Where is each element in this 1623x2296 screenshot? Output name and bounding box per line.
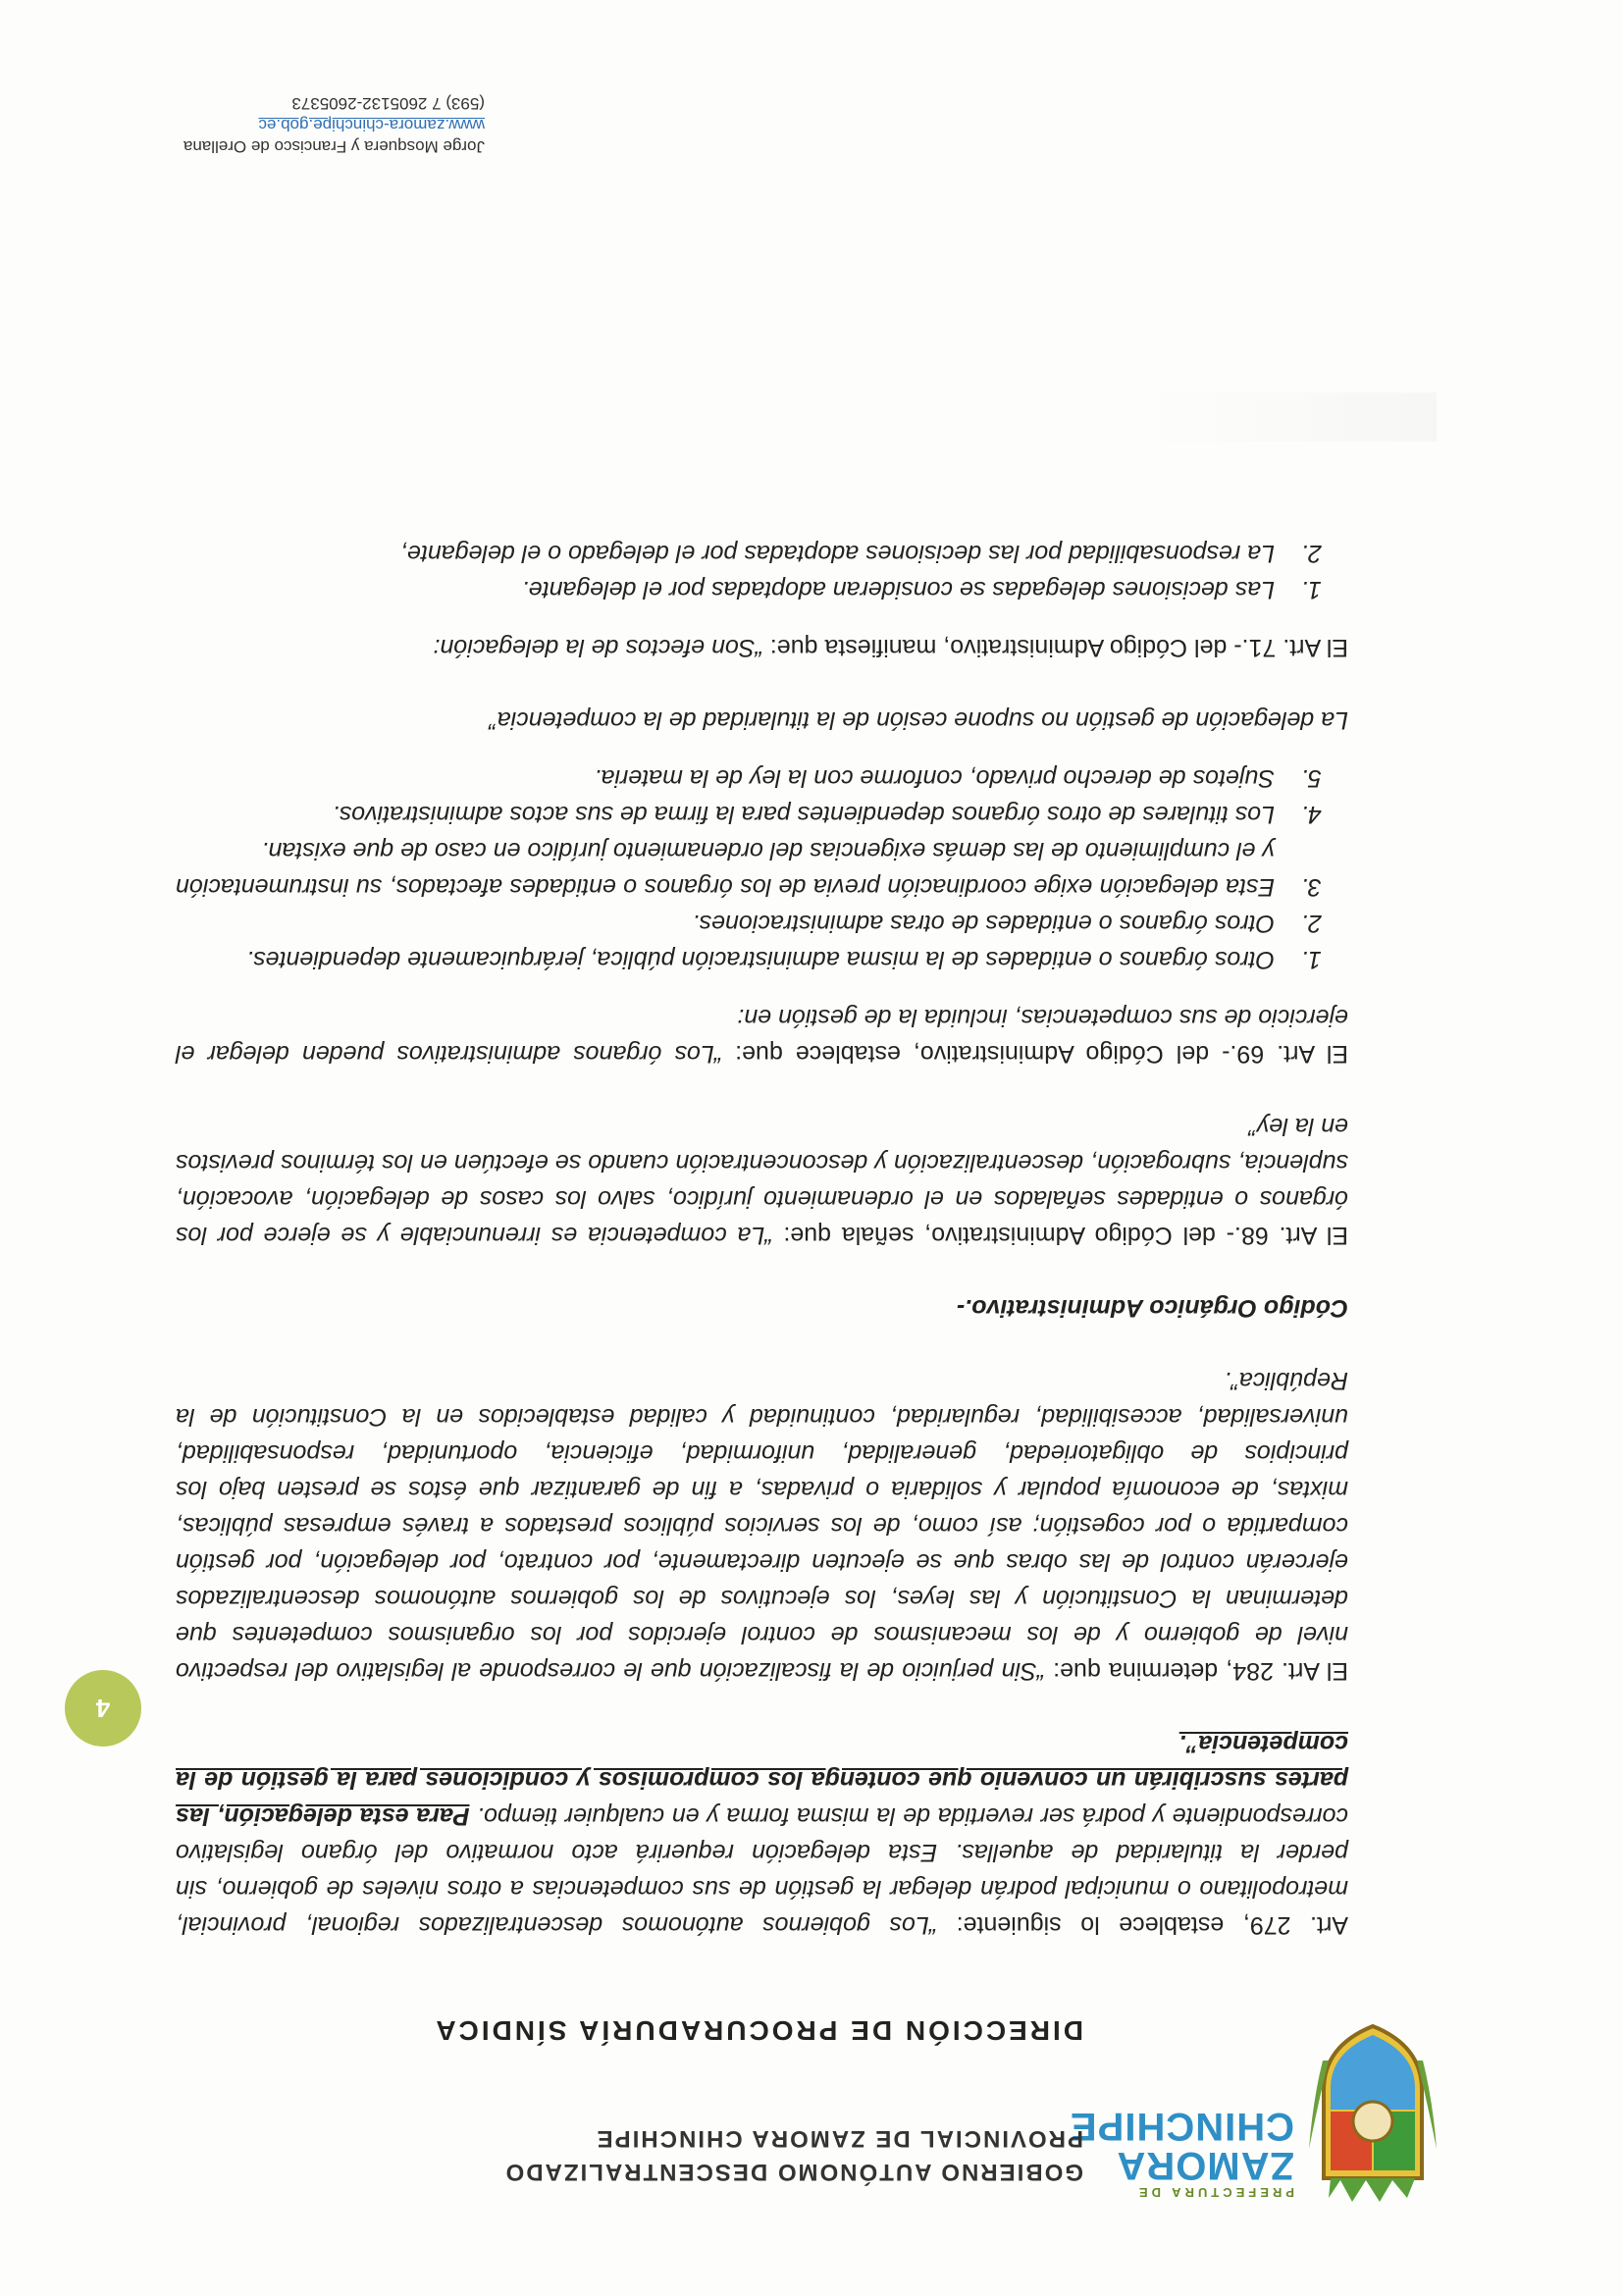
art-284-intro: El Art. 284, determina que: — [1045, 1657, 1348, 1685]
list-item: 4. Los titulares de otros órganos dependientes para la firma de sus actos administrativos. — [176, 796, 1294, 832]
paragraph-art-71 — [176, 629, 1348, 665]
institution-title — [436, 2121, 1083, 2188]
institution-line-1: GOBIERNO AUTÓNOMO DESCENTRALIZADO — [503, 2159, 1083, 2185]
section-heading: Código Orgánico Administrativo.- — [956, 1294, 1348, 1322]
paragraph-art-69 — [176, 999, 1348, 1071]
bleed-through-shadow — [1142, 392, 1437, 442]
art-71-intro: El Art. 71.- del Código Administrativo, manifiesta que: — [762, 634, 1348, 661]
art-279-intro: Art. 279, establece lo siguiente: — [937, 1911, 1348, 1939]
footer-address: Jorge Mosquera y Francisco de Orellana — [183, 137, 485, 156]
art-69-intro: El Art. 69.- del Código Administrativo, establece que: — [722, 1040, 1348, 1068]
list-item: 3. Esta delegación exige coordinación previa de los órganos o entidades afectados, su instrumentación y el cumplimiento de las demás exigencias del ordenamiento jurídico en caso de que existan. — [176, 832, 1294, 905]
list-item: 5. Sujetos de derecho privado, conforme con la ley de la materia. — [176, 759, 1294, 796]
art-68-quote: “La competencia es irrenunciable y se ejerce por los órganos o entidades señalados en el ordenamiento jurídico, salvo los casos de delegación, avocación, suplencia, subrogación, descentralización y desconcentración cuando se efectúen en los términos previstos en la ley” — [176, 1113, 1348, 1249]
list-item: 2. La responsabilidad por las decisiones adoptadas por el delegado o el delegante, — [176, 535, 1294, 571]
list-item: 1. Las decisiones delegadas se consideran adoptadas por el delegante. — [176, 571, 1294, 607]
art-69-quote: “Los órganos administrativos pueden delegar el ejercicio de sus competencias, incluida la de gestión en: — [176, 1004, 1348, 1068]
delegation-list — [176, 759, 1348, 977]
footer-contact — [151, 92, 485, 157]
document-body — [176, 513, 1348, 1943]
institution-line-2: PROVINCIAL DE ZAMORA CHINCHIPE — [595, 2125, 1083, 2152]
footer-website-link[interactable]: www.zamora-chinchipe.gob.ec — [258, 116, 485, 134]
page-number: 4 — [95, 1694, 111, 1723]
paragraph-art-284 — [176, 1362, 1348, 1689]
footer-phone: (593) 7 2605132-2605373 — [291, 94, 485, 113]
art-279-emphasis: Para esta delegación, las partes suscribirán un convenio que contenga los compromisos y condiciones para la gestión de la competencia”. — [176, 1730, 1348, 1830]
logo-chinchipe: CHINCHIPE — [1069, 2105, 1294, 2148]
art-71-quote: “Son efectos de la delegación: — [433, 634, 763, 661]
paragraph-delegation-note: La delegación de gestión no supone cesión de la titularidad de la competencia” — [489, 706, 1348, 734]
art-279-quote: “Los gobiernos autónomos descentralizados regional, provincial, metropolitano o municipal podrán delegar la gestión de sus competencias a otros niveles de gobierno, sin perder la titularidad de aquellas. Esta delegación requerirá acto normativo del órgano legislativo correspondiente y podrá ser revertida de la misma forma y en cualquier tiempo. — [175, 1802, 1348, 1939]
logo-prefix: PREFECTURA DE — [1134, 2185, 1294, 2200]
department-title: DIRECCIÓN DE PROCURADURÍA SÍNDICA — [433, 2015, 1083, 2046]
list-item: 1. Otros órganos o entidades de la misma administración pública, jerárquicamente dependientes. — [176, 941, 1294, 977]
letterhead — [210, 1992, 1437, 2218]
coat-of-arms-icon — [1309, 2021, 1437, 2208]
art-68-intro: El Art. 68.- del Código Administrativo, señala que: — [772, 1222, 1348, 1249]
prefectura-logo — [1069, 2105, 1294, 2200]
art-284-quote: “Sin perjuicio de la fiscalización que le corresponde al legislativo del respectivo nivel de gobierno y de los mecanismos de control ejercidos por los organismos competentes que determinan la Constitución y las leyes, los ejecutivos de los gobiernos autónomos descentralizados ejercerán control de las obras que se ejecuten directamente, por contrato, por delegación, por gestión compartida o por cogestión; así como, de los servicios públicos prestados a través empresas públicas, mixtas, de economía popular y solidaria o privadas, a fin de garantizar que éstos se presten bajo los principios de obligatoriedad, generalidad, uniformidad, eficiencia, oportunidad, responsabilidad, universalidad, accesibilidad, regularidad, continuidad y calidad establecidos en la Constitución de la República”. — [176, 1367, 1348, 1685]
paragraph-art-279 — [176, 1725, 1348, 1943]
effects-list — [176, 535, 1348, 607]
page-number-badge — [65, 1670, 141, 1747]
paragraph-art-68 — [176, 1108, 1348, 1253]
logo-zamora: ZAMORA — [1116, 2144, 1294, 2187]
list-item: 2. Otros órganos o entidades de otras administraciones. — [176, 905, 1294, 941]
